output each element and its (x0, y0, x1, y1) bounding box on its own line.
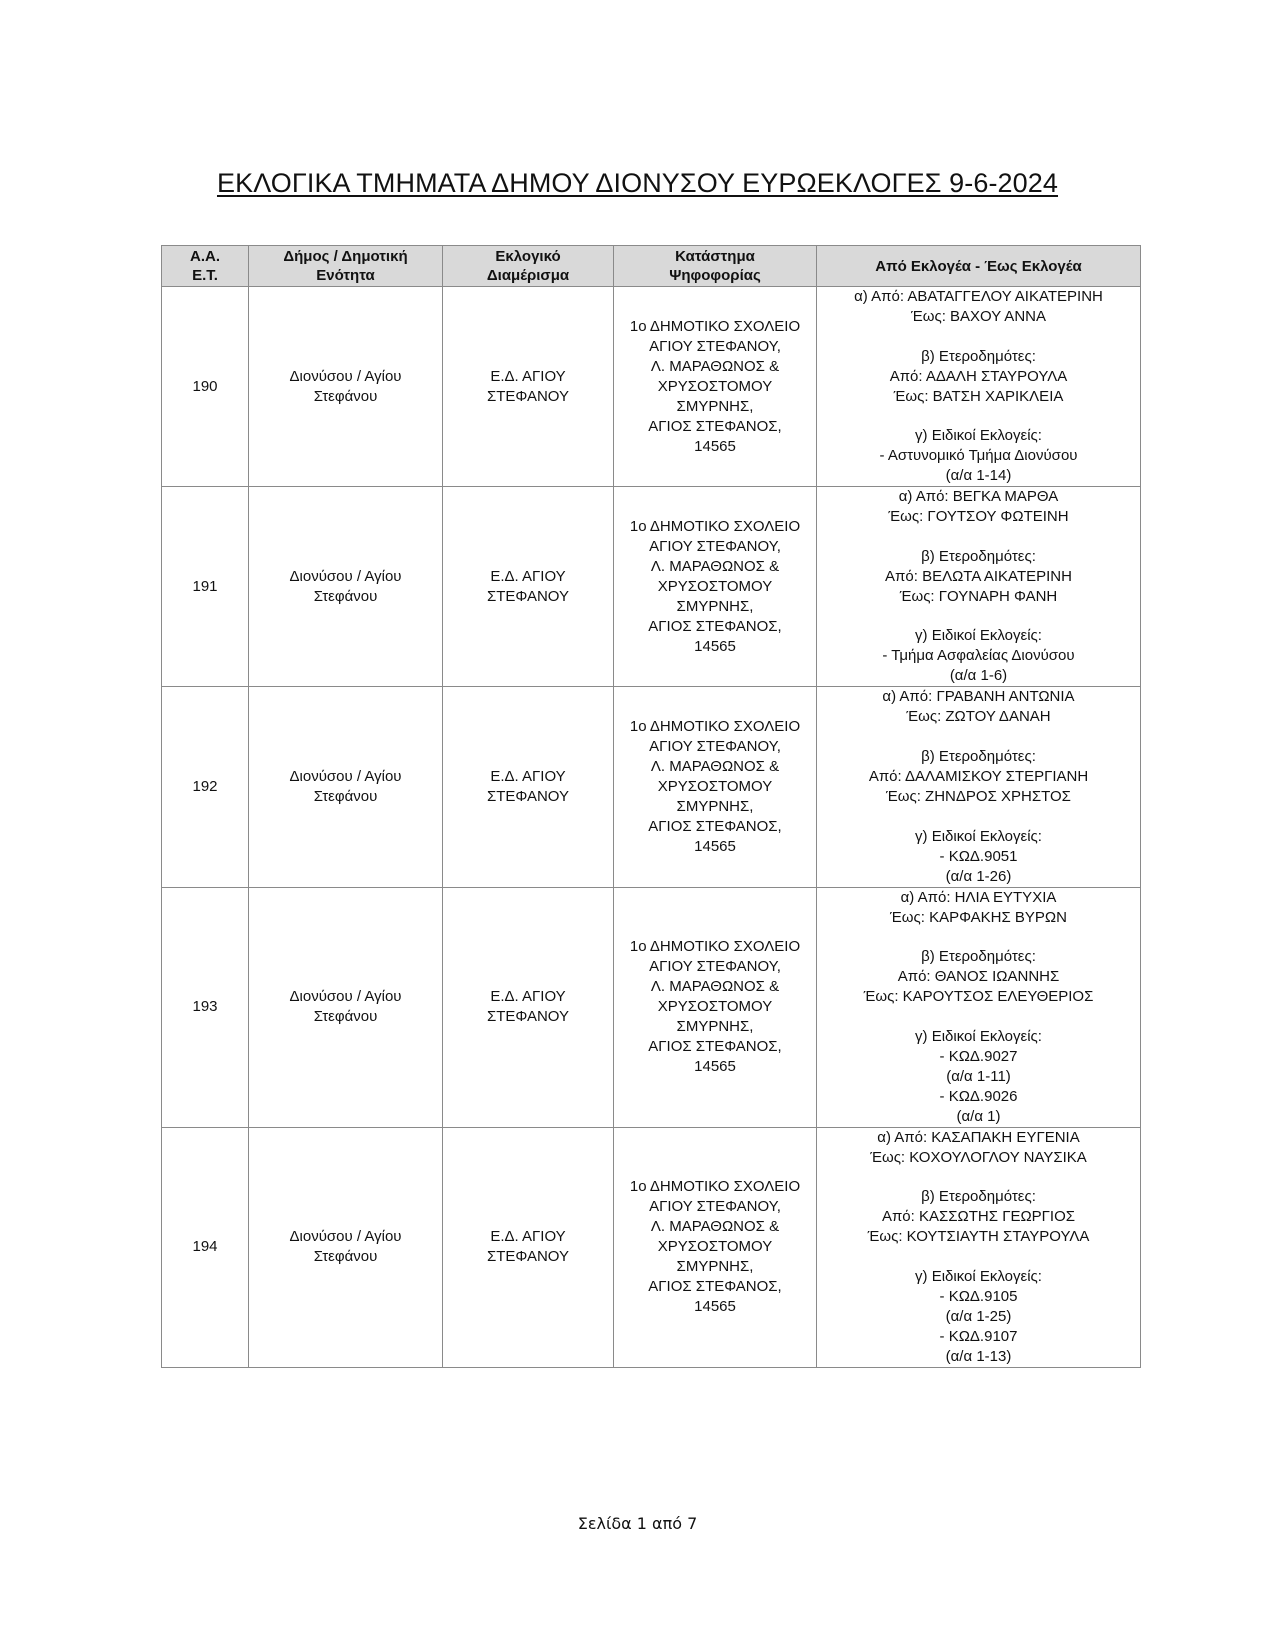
municipality-cell: Διονύσου / Αγίου Στεφάνου (249, 287, 443, 487)
table-body (162, 287, 1141, 1368)
header-row (162, 246, 1141, 287)
polling-station-cell: 1ο ΔΗΜΟΤΙΚΟ ΣΧΟΛΕΙΟ ΑΓΙΟΥ ΣΤΕΦΑΝΟΥ, Λ. ΜΑΡΑΘΩΝΟΣ & ΧΡΥΣΟΣΤΟΜΟΥ ΣΜΥΡΝΗΣ, ΑΓΙΟΣ ΣΤΕΦΑΝΟΣ, 14565 (614, 887, 817, 1127)
section-number-cell: 192 (162, 687, 249, 887)
section-number-cell: 190 (162, 287, 249, 487)
election-sections-table (161, 245, 1141, 1368)
document-title: ΕΚΛΟΓΙΚΑ ΤΜΗΜΑΤΑ ΔΗΜΟΥ ΔΙΟΝΥΣΟΥ ΕΥΡΩΕΚΛΟΓΕΣ 9-6-2024 (216, 168, 1059, 198)
header-station: Κατάστημα Ψηφοφορίας (614, 246, 817, 287)
header-number: Α.Α. Ε.Τ. (162, 246, 249, 287)
section-number-cell: 194 (162, 1127, 249, 1367)
district-cell: Ε.Δ. ΑΓΙΟΥ ΣΤΕΦΑΝΟΥ (443, 487, 614, 687)
table-row (162, 1127, 1141, 1367)
section-number-cell: 191 (162, 487, 249, 687)
municipality-cell: Διονύσου / Αγίου Στεφάνου (249, 687, 443, 887)
district-cell: Ε.Δ. ΑΓΙΟΥ ΣΤΕΦΑΝΟΥ (443, 887, 614, 1127)
section-number-cell: 193 (162, 887, 249, 1127)
polling-station-cell: 1ο ΔΗΜΟΤΙΚΟ ΣΧΟΛΕΙΟ ΑΓΙΟΥ ΣΤΕΦΑΝΟΥ, Λ. ΜΑΡΑΘΩΝΟΣ & ΧΡΥΣΟΣΤΟΜΟΥ ΣΜΥΡΝΗΣ, ΑΓΙΟΣ ΣΤΕΦΑΝΟΣ, 14565 (614, 1127, 817, 1367)
district-cell: Ε.Δ. ΑΓΙΟΥ ΣΤΕΦΑΝΟΥ (443, 687, 614, 887)
voter-range-cell: α) Από: ΚΑΣΑΠΑΚΗ ΕΥΓΕΝΙΑ Έως: ΚΟΧΟΥΛΟΓΛΟΥ ΝΑΥΣΙΚΑ β) Ετεροδημότες: Από: ΚΑΣΣΩΤΗΣ ΓΕΩΡΓΙΟΣ Έως: ΚΟΥΤΣΙΑΥΤΗ ΣΤΑΥΡΟΥΛΑ γ) Ειδικοί Εκλογείς: - ΚΩΔ.9105 (α/α 1-25) - ΚΩΔ.9107 (α/α 1-13) (817, 1127, 1141, 1367)
voter-range-cell: α) Από: ΗΛΙΑ ΕΥΤΥΧΙΑ Έως: ΚΑΡΦΑΚΗΣ ΒΥΡΩΝ β) Ετεροδημότες: Από: ΘΑΝΟΣ ΙΩΑΝΝΗΣ Έως: ΚΑΡΟΥΤΣΟΣ ΕΛΕΥΘΕΡΙΟΣ γ) Ειδικοί Εκλογείς: - ΚΩΔ.9027 (α/α 1-11) - ΚΩΔ.9026 (α/α 1) (817, 887, 1141, 1127)
voter-range-cell: α) Από: ΓΡΑΒΑΝΗ ΑΝΤΩΝΙΑ Έως: ΖΩΤΟΥ ΔΑΝΑΗ β) Ετεροδημότες: Από: ΔΑΛΑΜΙΣΚΟΥ ΣΤΕΡΓΙΑΝΗ Έως: ΖΗΝΔΡΟΣ ΧΡΗΣΤΟΣ γ) Ειδικοί Εκλογείς: - ΚΩΔ.9051 (α/α 1-26) (817, 687, 1141, 887)
table-row (162, 287, 1141, 487)
polling-station-cell: 1ο ΔΗΜΟΤΙΚΟ ΣΧΟΛΕΙΟ ΑΓΙΟΥ ΣΤΕΦΑΝΟΥ, Λ. ΜΑΡΑΘΩΝΟΣ & ΧΡΥΣΟΣΤΟΜΟΥ ΣΜΥΡΝΗΣ, ΑΓΙΟΣ ΣΤΕΦΑΝΟΣ, 14565 (614, 287, 817, 487)
municipality-cell: Διονύσου / Αγίου Στεφάνου (249, 887, 443, 1127)
polling-station-cell: 1ο ΔΗΜΟΤΙΚΟ ΣΧΟΛΕΙΟ ΑΓΙΟΥ ΣΤΕΦΑΝΟΥ, Λ. ΜΑΡΑΘΩΝΟΣ & ΧΡΥΣΟΣΤΟΜΟΥ ΣΜΥΡΝΗΣ, ΑΓΙΟΣ ΣΤΕΦΑΝΟΣ, 14565 (614, 687, 817, 887)
table-row (162, 487, 1141, 687)
district-cell: Ε.Δ. ΑΓΙΟΥ ΣΤΕΦΑΝΟΥ (443, 1127, 614, 1367)
municipality-cell: Διονύσου / Αγίου Στεφάνου (249, 487, 443, 687)
table-row (162, 887, 1141, 1127)
page-number: Σελίδα 1 από 7 (577, 1514, 698, 1533)
municipality-cell: Διονύσου / Αγίου Στεφάνου (249, 1127, 443, 1367)
table-header (162, 246, 1141, 287)
district-cell: Ε.Δ. ΑΓΙΟΥ ΣΤΕΦΑΝΟΥ (443, 287, 614, 487)
polling-station-cell: 1ο ΔΗΜΟΤΙΚΟ ΣΧΟΛΕΙΟ ΑΓΙΟΥ ΣΤΕΦΑΝΟΥ, Λ. ΜΑΡΑΘΩΝΟΣ & ΧΡΥΣΟΣΤΟΜΟΥ ΣΜΥΡΝΗΣ, ΑΓΙΟΣ ΣΤΕΦΑΝΟΣ, 14565 (614, 487, 817, 687)
voter-range-cell: α) Από: ΑΒΑΤΑΓΓΕΛΟΥ ΑΙΚΑΤΕΡΙΝΗ Έως: ΒΑΧΟΥ ΑΝΝΑ β) Ετεροδημότες: Από: ΑΔΑΛΗ ΣΤΑΥΡΟΥΛΑ Έως: ΒΑΤΣΗ ΧΑΡΙΚΛΕΙΑ γ) Ειδικοί Εκλογείς: - Αστυνομικό Τμήμα Διονύσου (α/α 1-14) (817, 287, 1141, 487)
table-row (162, 687, 1141, 887)
header-range: Από Εκλογέα - Έως Εκλογέα (817, 246, 1141, 287)
header-district: Εκλογικό Διαμέρισμα (443, 246, 614, 287)
header-municipality: Δήμος / Δημοτική Ενότητα (249, 246, 443, 287)
voter-range-cell: α) Από: ΒΕΓΚΑ ΜΑΡΘΑ Έως: ΓΟΥΤΣΟΥ ΦΩΤΕΙΝΗ β) Ετεροδημότες: Από: ΒΕΛΩΤΑ ΑΙΚΑΤΕΡΙΝΗ Έως: ΓΟΥΝΑΡΗ ΦΑΝΗ γ) Ειδικοί Εκλογείς: - Τμήμα Ασφαλείας Διονύσου (α/α 1-6) (817, 487, 1141, 687)
